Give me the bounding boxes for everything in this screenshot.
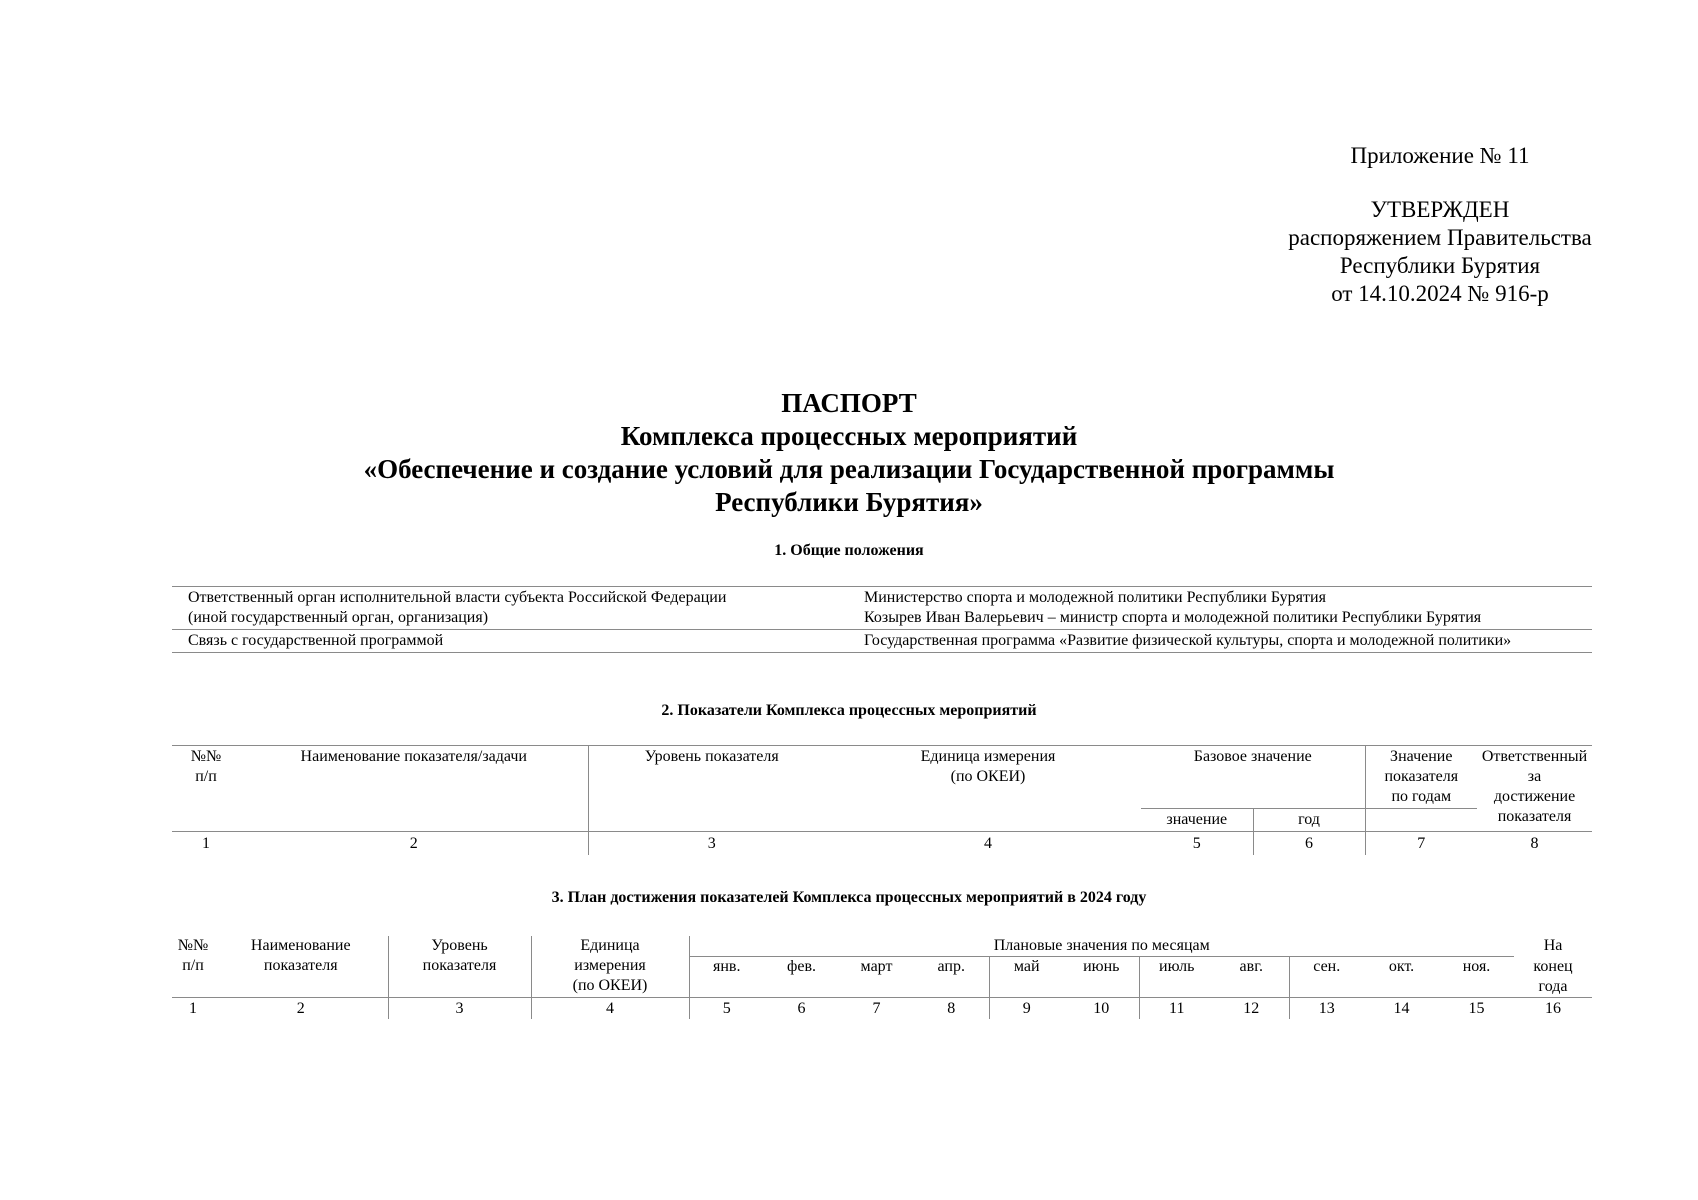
- table-cell: [172, 587, 848, 630]
- approved-label: УТВЕРЖДЕН: [1370, 197, 1510, 222]
- header-text: Уровень: [431, 937, 488, 954]
- header-month-oct: окт.: [1364, 957, 1439, 998]
- header-name: [214, 936, 388, 997]
- column-number: 5: [689, 997, 764, 1019]
- responsible-person-value: Козырев Иван Валерьевич – министр спорта и молодежной политики Республики Бурятия: [864, 609, 1482, 626]
- header-unit: [835, 746, 1141, 832]
- column-number: 1: [172, 832, 240, 856]
- header-level: [388, 936, 531, 997]
- header-text: достижение: [1493, 788, 1576, 805]
- header-month-aug: авг.: [1214, 957, 1289, 998]
- column-number: 7: [1365, 832, 1477, 856]
- header-text: №№: [190, 748, 222, 765]
- header-base: Базовое значение: [1141, 746, 1365, 809]
- header-text: п/п: [195, 768, 217, 785]
- header-month-mar: март: [839, 957, 914, 998]
- table-row: [172, 587, 1592, 630]
- header-end-of-year: [1514, 957, 1592, 998]
- column-number: 11: [1139, 997, 1214, 1019]
- header-month-apr: апр.: [914, 957, 989, 998]
- header-name: Наименование показателя/задачи: [240, 746, 588, 832]
- header-empty: [1365, 809, 1477, 832]
- document-title: [0, 387, 1698, 519]
- column-number: 3: [388, 997, 531, 1019]
- header-month-may: май: [989, 957, 1064, 998]
- header-responsible: [1477, 746, 1592, 832]
- column-number: 1: [172, 997, 214, 1019]
- indicators-table: [172, 745, 1592, 855]
- table-cell: Связь с государственной программой: [172, 630, 848, 653]
- title-line-3: «Обеспечение и создание условий для реализации Государственной программы: [363, 454, 1335, 484]
- column-number: 6: [1253, 832, 1365, 856]
- header-planned-by-month: Плановые значения по месяцам: [689, 936, 1514, 957]
- header-level: Уровень показателя: [588, 746, 835, 832]
- title-line-2: Комплекса процессных мероприятий: [620, 421, 1078, 451]
- header-text: (по ОКЕИ): [950, 768, 1026, 785]
- header-text: Единица: [580, 937, 640, 954]
- header-unit: [531, 936, 689, 997]
- section-3-heading: 3. План достижения показателей Комплекса процессных мероприятий в 2024 году: [551, 889, 1147, 906]
- column-number: 15: [1439, 997, 1514, 1019]
- header-text: №№: [177, 937, 209, 954]
- column-number: 12: [1214, 997, 1289, 1019]
- header-text: измерения: [574, 957, 646, 974]
- header-end-of-year-top: На: [1543, 937, 1563, 954]
- header-text: показателя: [422, 957, 497, 974]
- header-base-value: значение: [1166, 811, 1228, 828]
- general-provisions-table: [172, 586, 1592, 653]
- column-number: 16: [1514, 997, 1592, 1019]
- approval-line-2: Республики Бурятия: [1339, 253, 1541, 278]
- column-number: 8: [1477, 832, 1592, 856]
- section-1-heading: 1. Общие положения: [774, 542, 924, 559]
- responsible-body-value: Министерство спорта и молодежной политики Республики Бурятия: [864, 589, 1326, 606]
- table-row: [172, 630, 1592, 653]
- header-num: [172, 746, 240, 832]
- header-text: конец: [1533, 957, 1573, 975]
- header-text: (по ОКЕИ): [572, 977, 648, 994]
- header-base-year: год: [1253, 809, 1365, 832]
- header-month-jun: июнь: [1064, 957, 1139, 998]
- header-by-years: [1365, 746, 1477, 809]
- column-number: 4: [835, 832, 1141, 856]
- title-line-4: Республики Бурятия»: [715, 487, 983, 517]
- achievement-plan-table: [172, 936, 1592, 1019]
- header-month-sep: сен.: [1289, 957, 1364, 998]
- column-number: 14: [1364, 997, 1439, 1019]
- column-number: 9: [989, 997, 1064, 1019]
- table-cell: [848, 587, 1592, 630]
- header-text: Наименование: [250, 937, 351, 954]
- header-month-nov: ноя.: [1439, 957, 1514, 998]
- header-text: показателя: [263, 957, 338, 974]
- header-month-jan: янв.: [689, 957, 764, 998]
- header-text: Единица измерения: [920, 748, 1056, 765]
- column-number: 7: [839, 997, 914, 1019]
- table-cell: Государственная программа «Развитие физической культуры, спорта и молодежной политики»: [848, 630, 1592, 653]
- responsible-body-label: Ответственный орган исполнительной власти субъекта Российской Федерации: [188, 589, 727, 606]
- table-header-row: [172, 936, 1592, 957]
- header-text: показателя: [1384, 768, 1459, 785]
- column-number: 6: [764, 997, 839, 1019]
- column-number-row: [172, 832, 1592, 856]
- header-text: Ответственный за: [1481, 748, 1588, 785]
- header-num: [172, 936, 214, 997]
- approval-block: [1240, 142, 1640, 308]
- column-number: 3: [588, 832, 835, 856]
- header-text: показателя: [1497, 808, 1572, 825]
- approval-date: от 14.10.2024 № 916-р: [1331, 281, 1549, 306]
- header-text: п/п: [182, 957, 204, 974]
- header-text: года: [1538, 977, 1568, 995]
- table-header-row: [172, 746, 1592, 809]
- header-month-jul: июль: [1139, 957, 1214, 998]
- column-number-row: [172, 997, 1592, 1019]
- header-month-feb: фев.: [764, 957, 839, 998]
- header-text: Значение: [1390, 748, 1453, 765]
- responsible-body-label-cont: (иной государственный орган, организация): [188, 609, 489, 626]
- column-number: 8: [914, 997, 989, 1019]
- column-number: 5: [1141, 832, 1253, 856]
- column-number: 10: [1064, 997, 1139, 1019]
- column-number: 2: [240, 832, 588, 856]
- column-number: 2: [214, 997, 388, 1019]
- appendix-number: Приложение № 11: [1350, 143, 1530, 168]
- header-text: по годам: [1391, 788, 1452, 805]
- approval-line-1: распоряжением Правительства: [1288, 225, 1592, 250]
- column-number: 13: [1289, 997, 1364, 1019]
- column-number: 4: [531, 997, 689, 1019]
- section-2-heading: 2. Показатели Комплекса процессных мероприятий: [661, 702, 1037, 719]
- title-line-1: ПАСПОРТ: [781, 388, 917, 418]
